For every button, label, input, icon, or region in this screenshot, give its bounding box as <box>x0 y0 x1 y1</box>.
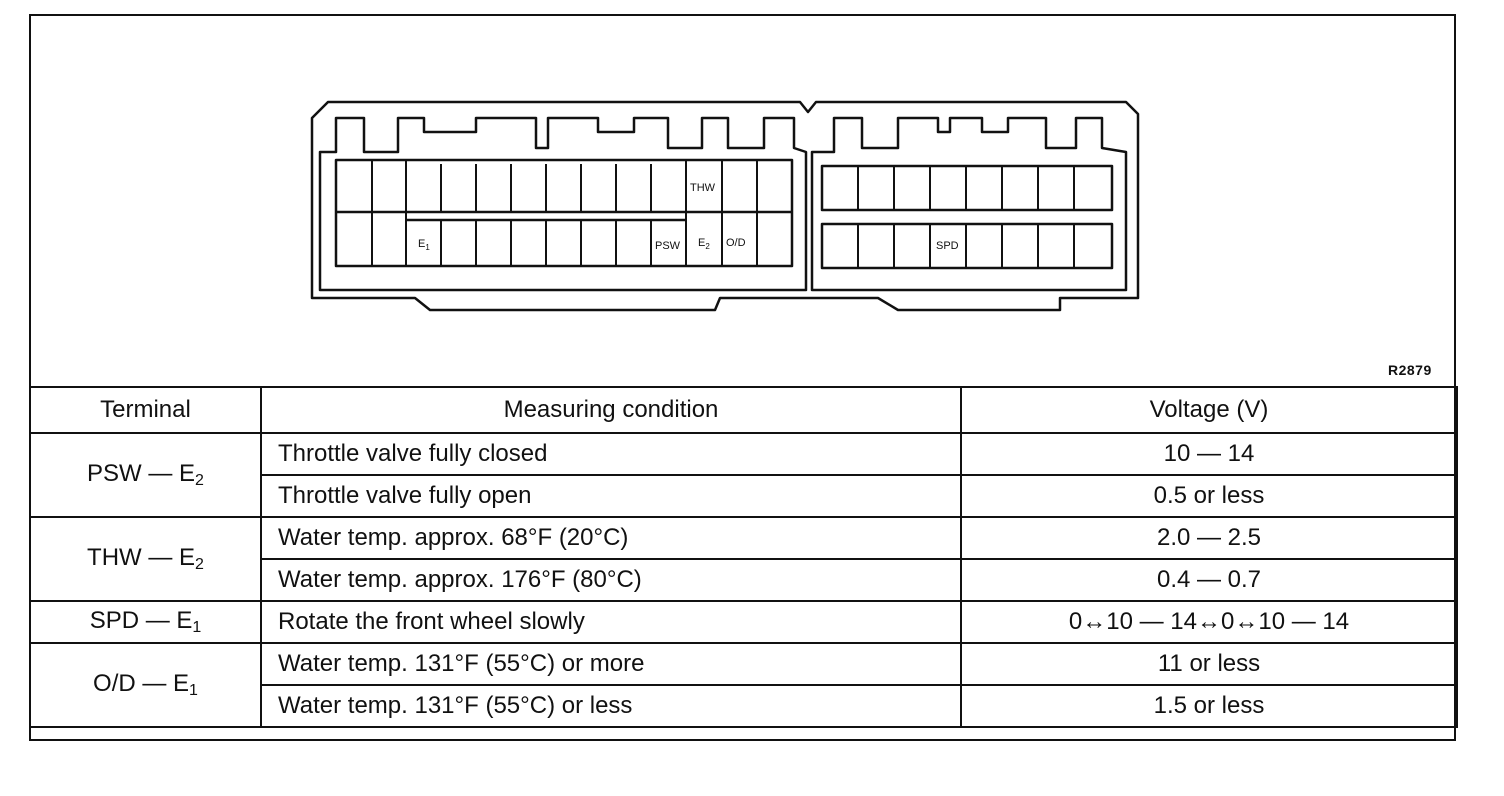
pin-label-psw: PSW <box>655 240 681 252</box>
voltage-cell: 11 or less <box>961 643 1457 685</box>
left-shell <box>320 118 806 290</box>
voltage-cell: 0.5 or less <box>961 475 1457 517</box>
table-row <box>30 601 1457 643</box>
voltage-cell: 10 — 14 <box>961 433 1457 475</box>
pin-label-spd: SPD <box>936 240 959 252</box>
pin-label-thw: THW <box>690 182 716 194</box>
voltage-cell: 1.5 or less <box>961 685 1457 727</box>
pin-label-e1: $E_1$ <box>418 238 430 252</box>
table-row <box>30 517 1457 559</box>
condition-cell: Water temp. 131°F (55°C) or more <box>261 643 961 685</box>
condition-cell: Water temp. approx. 176°F (80°C) <box>261 559 961 601</box>
table-row <box>30 643 1457 685</box>
right-shell <box>812 118 1126 290</box>
voltage-cell: 0↔10 — 14↔0↔10 — 14 <box>961 601 1457 643</box>
condition-cell: Rotate the front wheel slowly <box>261 601 961 643</box>
table-header-row <box>30 387 1457 433</box>
terminal-cell: SPD — $E_1$ <box>30 601 261 643</box>
terminal-cell: THW — $E_2$ <box>30 517 261 601</box>
pin-label-e2: $E_2$ <box>698 237 710 251</box>
voltage-cell: 0.4 — 0.7 <box>961 559 1457 601</box>
terminal-cell: O/D — $E_1$ <box>30 643 261 727</box>
voltage-cell: 2.0 — 2.5 <box>961 517 1457 559</box>
column-header-terminal: Terminal <box>30 387 261 433</box>
figure-code: R2879 <box>1388 362 1432 378</box>
column-header-voltage: Voltage (V) <box>961 387 1457 433</box>
terminal-cell: PSW — $E_2$ <box>30 433 261 517</box>
column-header-measuring-condition: Measuring condition <box>261 387 961 433</box>
condition-cell: Water temp. approx. 68°F (20°C) <box>261 517 961 559</box>
voltage-spec-table <box>29 386 1458 728</box>
table-row <box>30 433 1457 475</box>
condition-cell: Throttle valve fully open <box>261 475 961 517</box>
pin-label-od: O/D <box>726 237 746 249</box>
connector-diagram <box>0 0 1504 390</box>
condition-cell: Throttle valve fully closed <box>261 433 961 475</box>
condition-cell: Water temp. 131°F (55°C) or less <box>261 685 961 727</box>
